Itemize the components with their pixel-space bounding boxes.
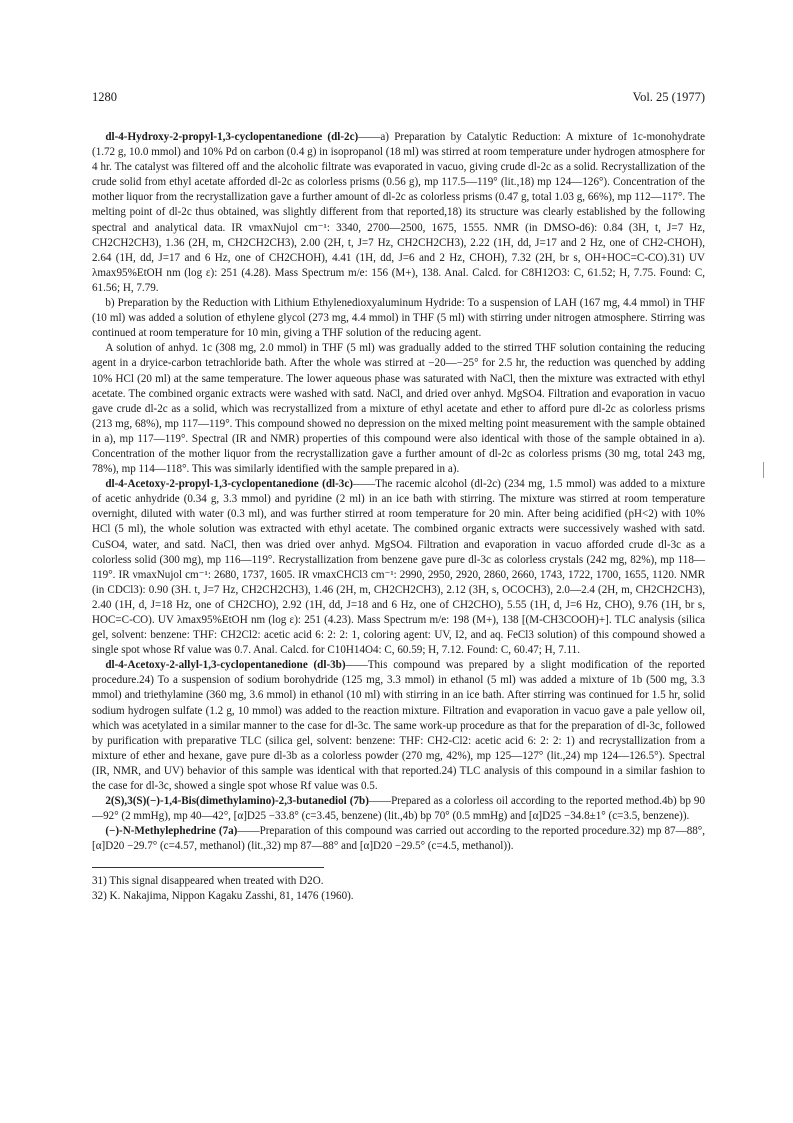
experimental-section bbox=[92, 130, 705, 855]
margin-mark bbox=[763, 462, 764, 478]
journal-page bbox=[92, 90, 705, 1090]
compound-title: 2(S),3(S)(−)-1,4-Bis(dimethylamino)-2,3-butanediol (7b) bbox=[105, 795, 369, 808]
paragraph-anhyd-solution bbox=[92, 341, 705, 477]
footnote-32: 32) K. Nakajima, Nippon Kagaku Zasshi, 81, 1476 (1960). bbox=[92, 889, 354, 902]
compound-title: dl-4-Acetoxy-2-propyl-1,3-cyclopentanedione (dl-3c) bbox=[105, 478, 353, 491]
running-head bbox=[92, 90, 705, 108]
compound-title: (−)-N-Methylephedrine (7a) bbox=[105, 825, 238, 838]
compound-title: dl-4-Acetoxy-2-allyl-1,3-cyclopentanedione (dl-3b) bbox=[105, 659, 346, 672]
paragraph-methylephedrine bbox=[92, 824, 705, 854]
paragraph-acetoxy-allyl bbox=[92, 658, 705, 794]
paragraph-text: ——a) Preparation by Catalytic Reduction: A mixture of 1c-monohydrate (1.72 g, 10.0 mmol) and 10% Pd on carbon (0.4 g) in isopropanol (18 ml) was stirred at room temperature under hydrogen atmosphere for 4 hr. The catalyst was filtered off and the alcoholic filtrate was evaporated in vacuo, giving crude dl-2c as a solid. Recrystallization of the crude solid from ethyl acetate afforded dl-2c as colorless prisms (0.56 g), mp 117.5—119° (lit.,18) mp 124—126°). Concentration of the mother liquor from the recrystallization gave a further amount of dl-2c as colorless prisms (0.47 g, total 1.03 g, 66%), mp 112—117°. The melting point of dl-2c thus obtained, was slightly different from that reported,18) its structure was clearly established by the following spectral and analytical data. IR νmaxNujol cm⁻¹: 3340, 2700—2500, 1675, 1555. NMR (in DMSO-d6): 0.84 (3H, t, J=7 Hz, CH2CH2CH3), 1.36 (2H, m, CH2CH2CH3), 2.00 (2H, t, J=7 Hz, CH2CH2CH3), 2.22 (1H, dd, J=17 and 2 Hz, one of CH2-CHOH), 2.64 (1H, dd, J=17 and 6 Hz, one of CH2CHOH), 4.41 (1H, dd, J=6 and 2 Hz, CHOH), 7.32 (2H, br s, OH+HOC=C-CO).31) UV λmax95%EtOH nm (log ε): 251 (4.28). Mass Spectrum m/e: 156 (M+), 138. Anal. Calcd. for C8H12O3: C, 61.52; H, 7.75. Found: C, 61.56; H, 7.79. bbox=[92, 131, 705, 294]
volume-label: Vol. 25 (1977) bbox=[632, 90, 705, 104]
footnote-divider bbox=[92, 867, 324, 868]
paragraph-acetoxy-propyl bbox=[92, 477, 705, 658]
paragraph-hydroxy-propyl bbox=[92, 130, 705, 296]
paragraph-text: b) Preparation by the Reduction with Lithium Ethylenedioxyaluminum Hydride: To a suspension of LAH (167 mg, 4.4 mmol) in THF (10 ml) was added a solution of ethylene glycol (273 mg, 4.4 mmol) in THF (5 ml) with stirring under nitrogen atmosphere. Stirring was continued at room temperature for 10 min, giving a THF solution of the reducing agent. bbox=[92, 297, 705, 340]
paragraph-text: ——This compound was prepared by a slight modification of the reported procedure.24) To a suspension of sodium borohydride (125 mg, 3.3 mmol) in ethanol (5 ml) was added a mixture of 1b (500 mg, 3.3 mmol) and triethylamine (360 mg, 3.6 mmol) in ethanol (10 ml) with stirring in an ice bath. After stirring was continued for 1.5 hr, solid sodium hydrogen sulfate (1.2 g, 10 mmol) was added to the reaction mixture. Filtration and evaporation in vacuo gave a pale yellow oil, which was acetylated in a similar manner to the case for dl-3c. The same work-up procedure as that for the preparation of dl-3c, followed by purification with preparative TLC (silica gel, solvent: benzene: THF: CH2-Cl2: acetic acid 6: 2: 2: 1) and recrystallization from a mixture of ether and hexane, gave pure dl-3b as a colorless powder (270 mg, 42%), mp 125—127° (lit.,24) mp 124—126.5°). Spectral (IR, NMR, and UV) behavior of this sample was identical with that reported.24) TLC analysis of this compound in a similar fashion to the case for dl-3c, showed a single spot whose Rf value was 0.5. bbox=[92, 659, 705, 793]
paragraph-butanediol bbox=[92, 794, 705, 824]
compound-title: dl-4-Hydroxy-2-propyl-1,3-cyclopentanedione (dl-2c) bbox=[105, 131, 359, 143]
paragraph-text: A solution of anhyd. 1c (308 mg, 2.0 mmol) in THF (5 ml) was gradually added to the stirred THF solution containing the reducing agent in a dryice-carbon tetrachloride bath. After the whole was stirred at −20—−25° for 2.5 hr, the reduction was quenched by adding 10% HCl (20 ml) at the same temperature. The lower aqueous phase was saturated with NaCl, then the mixture was extracted with ethyl acetate. The combined organic extracts were washed with satd. NaCl, and dried over anhyd. MgSO4. Filtration and evaporation in vacuo gave crude dl-2c as a solid, which was recrystallized from a mixture of ethyl acetate and ether to afford pure dl-2c as colorless prisms (213 mg, 68%), mp 117—119°. This compound showed no depression on the mixed melting point measurement with the sample obtained in a), mp 117—119°. Spectral (IR and NMR) properties of this compound were also identical with those of the sample obtained in a). Concentration of the mother liquor from the recrystallization gave a further amount of dl-2c as colorless prisms (30 mg, total 243 mg, 78%), mp 114—118°. This was similarly identified with the sample prepared in a). bbox=[92, 342, 705, 476]
page-number: 1280 bbox=[92, 90, 117, 104]
paragraph-lah-reduction bbox=[92, 296, 705, 341]
paragraph-text: ——Preparation of this compound was carried out according to the reported procedure.32) mp 87—88°, [α]D20 −29.7° (c=4.57, methanol) (lit.,32) mp 87—88° and [α]D20 −29.5° (c=4.5, methanol)). bbox=[92, 825, 705, 853]
footnote-31: 31) This signal disappeared when treated with D2O. bbox=[92, 874, 324, 887]
footnotes bbox=[92, 874, 705, 904]
paragraph-text: ——Prepared as a colorless oil according to the reported method.4b) bp 90—92° (2 mmHg), mp 40—42°, [α]D25 −33.8° (c=3.45, benzene) (lit.,4b) bp 70° (0.5 mmHg) and [α]D25 −34.8±1° (c=3.5, benzene)). bbox=[92, 795, 705, 823]
paragraph-text: ——The racemic alcohol (dl-2c) (234 mg, 1.5 mmol) was added to a mixture of acetic anhydride (0.34 g, 3.3 mmol) and pyridine (2 ml) in an ice bath with stirring. The mixture was stirred at room temperature overnight, diluted with water (0.3 ml), and was further stirred at room temperature for 20 min. After being acidified (pH<2) with 10% HCl (5 ml), the whole solution was extracted with ethyl acetate. The combined organic extracts were successively washed with satd. CuSO4, water, and satd. NaCl, then was dried over anhyd. MgSO4. Filtration and evaporation in vacuo afforded crude dl-3c as a colorless solid (300 mg), mp 116—119°. Recrystallization from benzene gave pure dl-3c as colorless crystals (242 mg, 82%), mp 118—119°. IR νmaxNujol cm⁻¹: 2680, 1737, 1605. IR νmaxCHCl3 cm⁻¹: 2990, 2950, 2920, 2860, 2660, 1743, 1722, 1700, 1655, 1120. NMR (in CDCl3): 0.90 (3H. t, J=7 Hz, CH2CH2CH3), 1.46 (2H, m, CH2CH2CH3), 2.12 (3H, s, OCOCH3), 2.0—2.4 (2H, m, CH2CH2CH3), 2.40 (1H, d, J=18 Hz, one of CH2CHO), 2.92 (1H, dd, J=18 and 6 Hz, one of CH2CHO), 5.55 (1H, d, J=6 Hz, CHO), 9.76 (1H, br s, HOC=C-CO). UV λmax95%EtOH nm (log ε): 251 (4.23). Mass Spectrum m/e: 198 (M+), 138 [(M-CH3COOH)+]. TLC analysis (silica gel, solvent: benzene: THF: CH2Cl2: acetic acid 6: 2: 2: 1, coloring agent: UV, I2, and aq. FeCl3 solution) of this compound showed a single spot whose Rf value was 0.7. Anal. Calcd. for C10H14O4: C, 60.59; H, 7.12. Found: C, 60.47; H, 7.11. bbox=[92, 478, 706, 657]
